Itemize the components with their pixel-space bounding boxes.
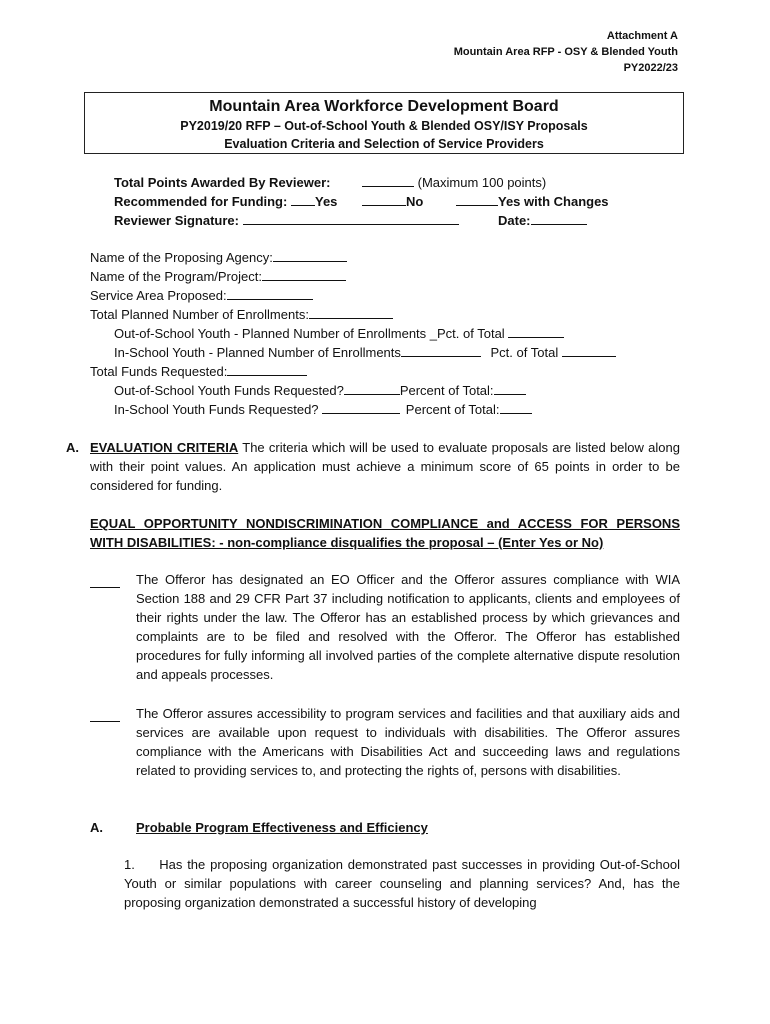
question-1 <box>124 855 680 912</box>
criteria-subtitle: Evaluation Criteria and Selection of Service Providers <box>224 137 544 151</box>
attachment-year: PY2022/23 <box>623 62 678 74</box>
section-a-text: The criteria which will be used to evaluate proposals are listed below along with their point values. An application must achieve a minimum score of 65 points in order to be considered for funding. <box>90 440 680 493</box>
osy-percent-label: Percent of Total: <box>399 383 494 398</box>
recommended-no-field[interactable] <box>362 192 423 211</box>
subsection-heading: Probable Program Effectiveness and Efficiency <box>136 820 428 835</box>
isy-funds-label: In-School Youth Funds Requested? <box>114 402 319 417</box>
subsection-letter: A. <box>90 820 103 835</box>
question-1-number: 1. <box>124 857 135 872</box>
program-label: Name of the Program/Project: <box>90 269 262 284</box>
org-title: Mountain Area Workforce Development Board <box>209 98 559 115</box>
section-a-paragraph <box>90 438 680 495</box>
program-field[interactable] <box>90 267 346 286</box>
agency-field[interactable] <box>90 248 347 267</box>
rfp-title: PY2019/20 RFP – Out-of-School Youth & Blended OSY/ISY Proposals <box>180 119 588 133</box>
osy-funds-field[interactable] <box>114 381 526 400</box>
no-label: No <box>406 194 424 209</box>
attachment-label: Attachment A <box>606 30 678 42</box>
total-points-field[interactable] <box>362 173 546 192</box>
isy-enrollments-label: In-School Youth - Planned Number of Enrollments <box>114 345 401 360</box>
total-funds-label: Total Funds Requested: <box>90 364 228 379</box>
section-a-letter: A. <box>66 440 79 455</box>
service-area-label: Service Area Proposed: <box>90 288 227 303</box>
reviewer-signature-field[interactable] <box>114 211 459 230</box>
agency-label: Name of the Proposing Agency: <box>90 250 273 265</box>
title-box <box>84 92 684 154</box>
isy-enrollments-field[interactable] <box>114 343 616 362</box>
eeo-item1-answer-blank[interactable] <box>90 573 120 588</box>
yes-changes-label: Yes with Changes <box>498 194 609 209</box>
date-label: Date: <box>498 213 531 228</box>
eeo-item2-text: The Offeror assures accessibility to program services and facilities and that auxiliary aids and services are available upon request to individuals with disabilities. The Offeror assures compliance with the Americans with Disabilities Act and succeeding laws and regulations related to providing services to, and protecting the rights of, persons with disabilities. <box>136 706 680 778</box>
eeo-heading: EQUAL OPPORTUNITY NONDISCRIMINATION COMPLIANCE and ACCESS FOR PERSONS WITH DISABILITIES: - non-compliance disqualifies the proposal – (Enter Yes or No) <box>90 516 680 550</box>
section-a-heading: EVALUATION CRITERIA <box>90 440 239 455</box>
osy-enrollments-label: Out-of-School Youth - Planned Number of Enrollments _Pct. of Total <box>114 326 505 341</box>
question-1-text: Has the proposing organization demonstrated past successes in providing Out-of-School Youth or similar populations with career counseling and planning services? And, has the proposing organization demonstrated a successful history of developing <box>124 857 680 910</box>
yes-label: Yes <box>315 194 338 209</box>
attachment-header <box>454 28 678 76</box>
recommended-changes-field[interactable] <box>456 192 609 211</box>
attachment-rfp: Mountain Area RFP - OSY & Blended Youth <box>453 46 678 58</box>
osy-enrollments-field[interactable] <box>114 324 564 343</box>
recommended-label: Recommended for Funding: <box>114 194 288 209</box>
date-field[interactable] <box>498 211 587 230</box>
isy-percent-label: Percent of Total: <box>405 402 500 417</box>
service-area-field[interactable] <box>90 286 313 305</box>
eeo-item1-text: The Offeror has designated an EO Officer and the Offeror assures compliance with WIA Section 188 and 29 CFR Part 37 including notification to applicants, clients and employees of their rights under the law. The Offeror has an established process by which grievances and complaints are to be filed and resolved with the Offeror. The Offeror has established procedures for fully informing all involved parties of the complete alternative dispute resolution and appeals processes. <box>136 572 680 682</box>
eeo-item2-answer-blank[interactable] <box>90 707 120 722</box>
osy-funds-label: Out-of-School Youth Funds Requested? <box>114 383 344 398</box>
isy-pct-label: Pct. of Total <box>490 345 559 360</box>
isy-funds-field[interactable] <box>114 400 532 419</box>
total-enrollments-field[interactable] <box>90 305 393 324</box>
signature-label: Reviewer Signature: <box>114 213 239 228</box>
total-points-label: Total Points Awarded By Reviewer: <box>114 175 331 190</box>
recommended-yes-field[interactable] <box>291 192 337 211</box>
total-enrollments-label: Total Planned Number of Enrollments: <box>90 307 309 322</box>
max-points: (Maximum 100 points) <box>417 175 547 190</box>
total-funds-field[interactable] <box>90 362 307 381</box>
